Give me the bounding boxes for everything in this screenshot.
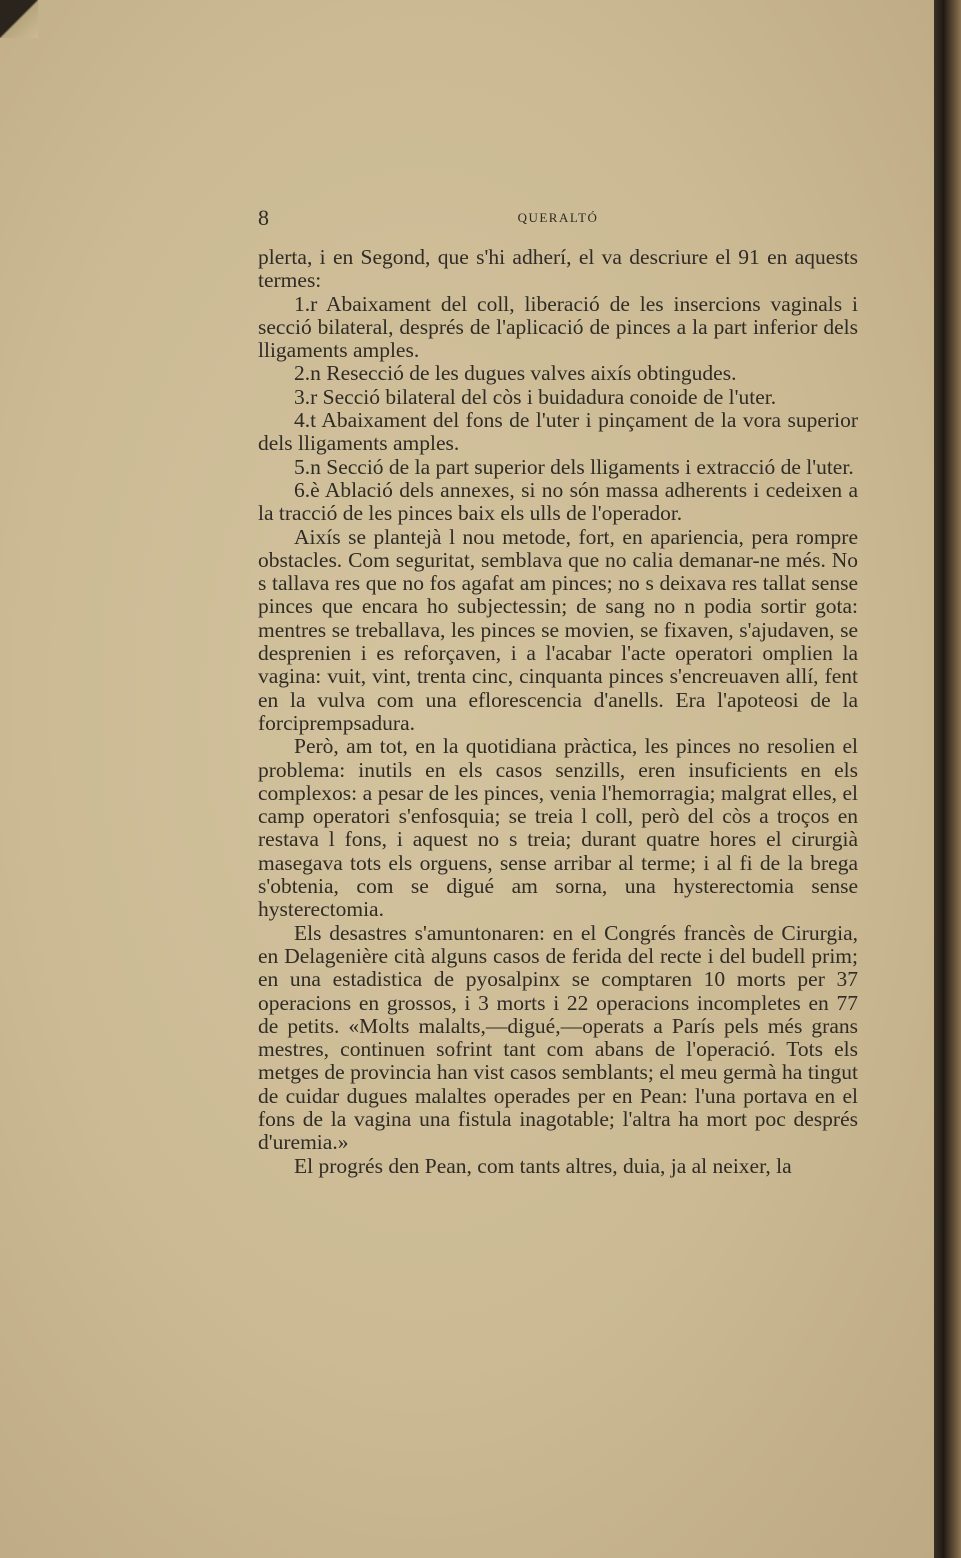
paragraph: 4.t Abaixament del fons de l'uter i pinçament de la vora superior dels lligaments amples. — [258, 408, 858, 456]
paragraph: plerta, i en Segond, que s'hi adherí, el va descriure el 91 en aquests termes: — [258, 245, 858, 293]
paragraph: Els desastres s'amuntonaren: en el Congrés francès de Cirurgia, en Delagenière cità alguns casos de ferida del recte i del budell prim; en una estadistica de pyosalpinx se comptaren 10 morts per 37 operacions en grossos, i 3 morts i 22 operacions incompletes en 77 de petits. «Molts malalts,—digué,—operats a París pels més grans mestres, continuen sofrint tant com abans de l'operació. Tots els metges de provincia han vist casos semblants; el meu germà ha tingut de cuidar dugues malaltes operades per en Pean: l'una portava en el fons de la vagina una fistula inagotable; l'altra ha mort poc després d'uremia.» — [258, 920, 858, 1155]
book-gutter — [934, 0, 961, 1558]
paragraph: 3.r Secció bilateral del còs i buidadura conoide de l'uter. — [294, 384, 777, 409]
paragraph: Però, am tot, en la quotidiana pràctica, les pinces no resolien el problema: inutils en els casos senzills, eren insuficients en els complexos: a pesar de les pinces, venia l'hemorragia; malgrat elles, el camp operatori s'enfosquia; se treia l coll, però del còs a troços en restava l fons, i aquest no s treia; durant quatre hores el cirurgià masegava tots els orguens, sense arribar al terme; i al fi de la brega s'obtenia, com se digué am sorna, una hysterectomia sense hysterectomia. — [258, 734, 858, 922]
running-title: QUERALTÓ — [517, 210, 599, 225]
paragraph: 2.n Resecció de les dugues valves aixís obtingudes. — [294, 361, 737, 386]
page-number: 8 — [258, 205, 269, 230]
paragraph: El progrés den Pean, com tants altres, duia, ja al neixer, la — [294, 1153, 792, 1178]
paragraph: Aixís se plantejà l nou metode, fort, en apariencia, pera rompre obstacles. Com seguritat, semblava que no calia demanar-ne més. No s tallava res que no fos agafat am pinces; no s deixava res tallat sense pinces que encara ho subjectessin; de sang no n podia sortir gota: mentres se treballava, les pinces se movien, se fixaven, s'ajudaven, se desprenien i es reforçaven, i a l'acabar l'acte operatori omplien la vagina: vuit, vint, trenta cinc, cinquanta pinces s'encreuaven allí, fent en la vulva com una eflorescencia d'anells. Era l'apoteosi de la forciprempsadura. — [258, 524, 858, 735]
body-text — [258, 246, 858, 1178]
paragraph: 5.n Secció de la part superior dels lligaments i extracció de l'uter. — [294, 454, 854, 479]
paragraph: 1.r Abaixament del coll, liberació de les insercions vaginals i secció bilateral, després de l'aplicació de pinces a la part inferior dels lligaments amples. — [258, 291, 858, 363]
folded-corner — [0, 0, 38, 38]
page-header — [258, 205, 858, 235]
paragraph: 6.è Ablació dels annexes, si no són massa adherents i cedeixen a la tracció de les pinces baix els ulls de l'operador. — [258, 477, 858, 526]
